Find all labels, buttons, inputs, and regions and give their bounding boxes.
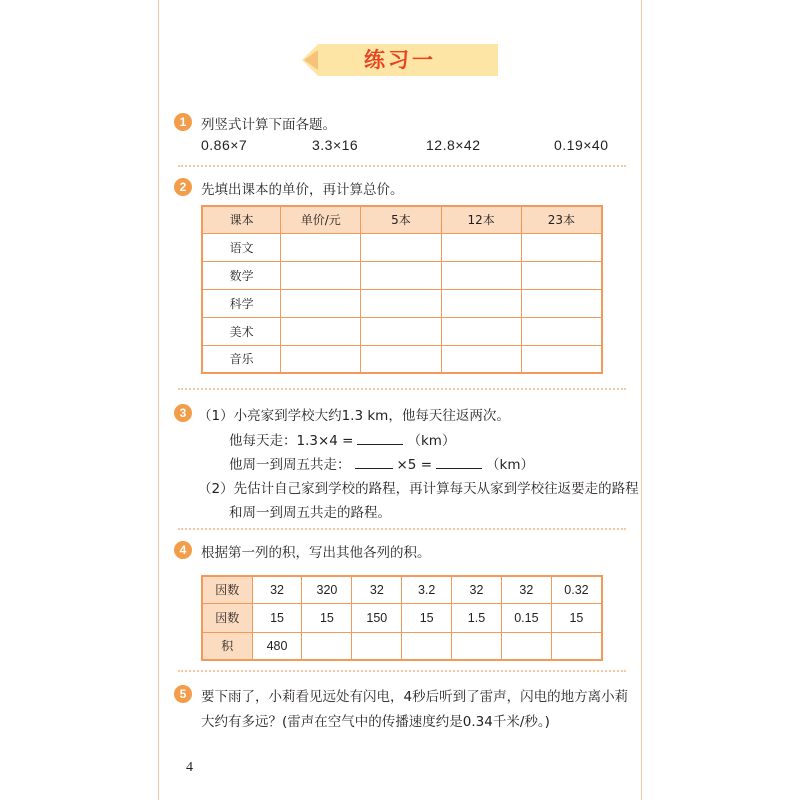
factor-cell: 320 <box>302 576 352 603</box>
question-3-number: 3 <box>174 404 192 422</box>
product-cell: 480 <box>252 632 302 660</box>
answer-cell[interactable] <box>281 289 361 317</box>
weekly-distance-label: 他周一到周五共走： <box>229 457 351 473</box>
row-label: 科学 <box>202 289 281 317</box>
calc-item-4: 0.19×40 <box>554 137 609 153</box>
answer-cell[interactable] <box>441 289 521 317</box>
factor-cell: 32 <box>452 576 502 603</box>
calc-item-3: 12.8×42 <box>426 137 481 153</box>
answer-cell[interactable] <box>521 345 602 373</box>
header-cell: 单价/元 <box>281 206 361 233</box>
calc-item-2: 3.3×16 <box>312 137 359 153</box>
answer-cell[interactable] <box>281 261 361 289</box>
question-4-prompt: 根据第一列的积，写出其他各列的积。 <box>201 545 431 561</box>
row-label: 积 <box>202 632 252 660</box>
divider <box>178 165 626 167</box>
factor-cell: 150 <box>352 603 402 632</box>
answer-cell[interactable] <box>441 261 521 289</box>
question-3-line-3 <box>229 453 534 473</box>
question-4-number: 4 <box>174 541 192 559</box>
row-label: 语文 <box>202 233 281 261</box>
factor-cell: 15 <box>551 603 602 632</box>
calc-item-1: 0.86×7 <box>201 137 248 153</box>
question-3-line-5: 和周一到周五共走的路程。 <box>229 505 391 521</box>
answer-cell[interactable] <box>521 233 602 261</box>
row-label: 数学 <box>202 261 281 289</box>
answer-cell[interactable] <box>361 289 441 317</box>
answer-cell[interactable] <box>361 317 441 345</box>
title-banner <box>300 42 500 78</box>
divider <box>178 528 626 530</box>
factor-cell: 0.32 <box>551 576 602 603</box>
product-answer-cell[interactable] <box>402 632 452 660</box>
answer-blank[interactable] <box>357 432 403 445</box>
factor-cell: 32 <box>352 576 402 603</box>
product-table <box>201 575 603 661</box>
question-5-line-1: 要下雨了，小莉看见远处有闪电，4秒后听到了雷声，闪电的地方离小莉 <box>201 689 629 705</box>
times-five-label: ×5 = <box>396 457 433 473</box>
question-3-line-2 <box>229 429 455 449</box>
answer-cell[interactable] <box>521 289 602 317</box>
factor-cell: 15 <box>252 603 302 632</box>
page-title: 练习一 <box>364 47 436 72</box>
question-2-prompt: 先填出课本的单价，再计算总价。 <box>201 182 404 198</box>
answer-cell[interactable] <box>521 261 602 289</box>
factor-cell: 32 <box>252 576 302 603</box>
factor-cell: 32 <box>501 576 551 603</box>
divider <box>178 388 626 390</box>
question-1-number: 1 <box>174 113 192 131</box>
answer-cell[interactable] <box>521 317 602 345</box>
question-5-number: 5 <box>174 685 192 703</box>
question-2-number: 2 <box>174 178 192 196</box>
question-5-line-2: 大约有多远？(雷声在空气中的传播速度约是0.34千米/秒。) <box>201 714 550 730</box>
question-3-line-4: （2）先估计自己家到学校的路程，再计算每天从家到学校往返要走的路程 <box>198 481 639 497</box>
product-answer-cell[interactable] <box>501 632 551 660</box>
factor-cell: 15 <box>402 603 452 632</box>
factor-cell: 15 <box>302 603 352 632</box>
answer-blank[interactable] <box>355 456 393 469</box>
answer-cell[interactable] <box>281 233 361 261</box>
factor-cell: 3.2 <box>402 576 452 603</box>
unit-label: （km） <box>407 433 456 449</box>
unit-label: （km） <box>486 457 534 473</box>
header-cell: 12本 <box>441 206 521 233</box>
question-3-line-1: （1）小亮家到学校大约1.3 km，他每天往返两次。 <box>198 408 510 424</box>
row-label: 因数 <box>202 576 252 603</box>
answer-blank[interactable] <box>436 456 482 469</box>
answer-cell[interactable] <box>361 233 441 261</box>
row-label: 美术 <box>202 317 281 345</box>
answer-cell[interactable] <box>361 345 441 373</box>
product-answer-cell[interactable] <box>452 632 502 660</box>
answer-cell[interactable] <box>441 317 521 345</box>
factor-cell: 0.15 <box>501 603 551 632</box>
factor-cell: 1.5 <box>452 603 502 632</box>
product-answer-cell[interactable] <box>551 632 602 660</box>
header-cell: 课本 <box>202 206 281 233</box>
answer-cell[interactable] <box>361 261 441 289</box>
row-label: 因数 <box>202 603 252 632</box>
header-cell: 5本 <box>361 206 441 233</box>
divider <box>178 670 626 672</box>
product-answer-cell[interactable] <box>352 632 402 660</box>
product-answer-cell[interactable] <box>302 632 352 660</box>
daily-distance-label: 他每天走：1.3×4 = <box>229 433 354 449</box>
answer-cell[interactable] <box>441 233 521 261</box>
price-table <box>201 205 603 374</box>
row-label: 音乐 <box>202 345 281 373</box>
answer-cell[interactable] <box>441 345 521 373</box>
page-number: 4 <box>186 760 193 775</box>
header-cell: 23本 <box>521 206 602 233</box>
question-1-prompt: 列竖式计算下面各题。 <box>201 117 336 133</box>
answer-cell[interactable] <box>281 345 361 373</box>
answer-cell[interactable] <box>281 317 361 345</box>
